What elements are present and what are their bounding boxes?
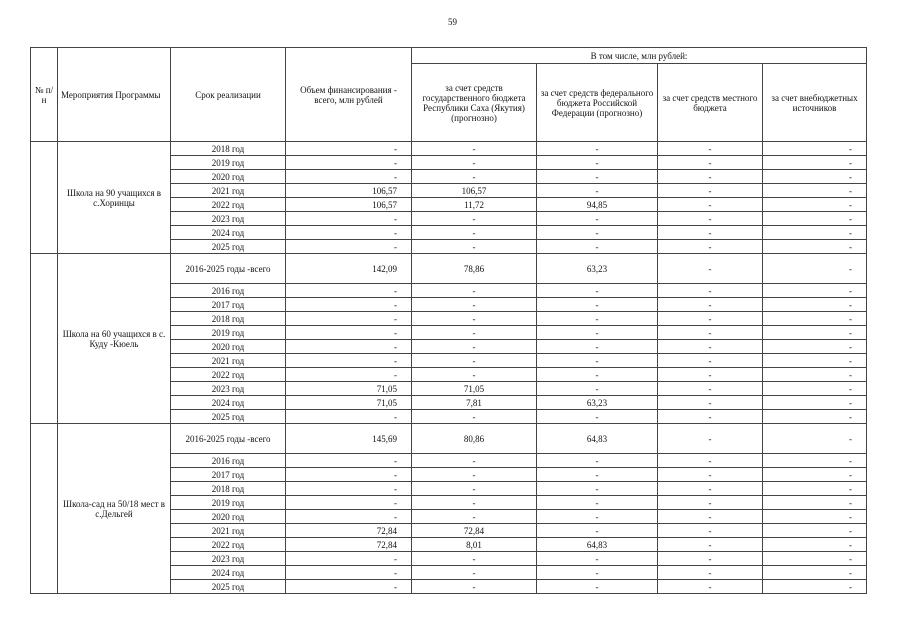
federal-cell: - xyxy=(537,552,658,566)
local-cell: - xyxy=(658,580,763,594)
period-cell: 2018 год xyxy=(171,482,286,496)
total-cell: - xyxy=(286,510,412,524)
total-cell: - xyxy=(286,566,412,580)
republic-cell: - xyxy=(412,226,537,240)
total-cell: 72,84 xyxy=(286,538,412,552)
local-cell: - xyxy=(658,468,763,482)
period-cell: 2021 год xyxy=(171,184,286,198)
republic-cell: - xyxy=(412,298,537,312)
total-cell: - xyxy=(286,142,412,156)
federal-cell: - xyxy=(537,298,658,312)
total-cell: - xyxy=(286,312,412,326)
header-republic: за счет средств государственного бюджета Республики Саха (Якутия) (прогнозно) xyxy=(412,64,537,142)
period-cell: 2023 год xyxy=(171,382,286,396)
extra-cell: - xyxy=(763,340,867,354)
total-cell: - xyxy=(286,482,412,496)
federal-cell: - xyxy=(537,212,658,226)
local-cell: - xyxy=(658,538,763,552)
period-cell: 2016 год xyxy=(171,454,286,468)
extra-cell: - xyxy=(763,454,867,468)
period-cell: 2024 год xyxy=(171,566,286,580)
federal-cell: - xyxy=(537,496,658,510)
period-cell: 2023 год xyxy=(171,212,286,226)
local-cell: - xyxy=(658,368,763,382)
period-cell: 2022 год xyxy=(171,368,286,382)
period-cell: 2017 год xyxy=(171,468,286,482)
total-cell: - xyxy=(286,410,412,424)
period-cell: 2016-2025 годы -всего xyxy=(171,424,286,454)
republic-cell: - xyxy=(412,552,537,566)
period-cell: 2020 год xyxy=(171,170,286,184)
republic-cell: - xyxy=(412,496,537,510)
total-cell: - xyxy=(286,170,412,184)
republic-cell: - xyxy=(412,368,537,382)
federal-cell: - xyxy=(537,524,658,538)
total-cell: - xyxy=(286,240,412,254)
local-cell: - xyxy=(658,240,763,254)
period-cell: 2021 год xyxy=(171,524,286,538)
republic-cell: - xyxy=(412,212,537,226)
total-cell: - xyxy=(286,468,412,482)
total-cell: 142,09 xyxy=(286,254,412,284)
republic-cell: - xyxy=(412,326,537,340)
federal-cell: - xyxy=(537,382,658,396)
header-extra: за счет внебюджетных источников xyxy=(763,64,867,142)
extra-cell: - xyxy=(763,382,867,396)
republic-cell: 72,84 xyxy=(412,524,537,538)
page-number: 59 xyxy=(448,17,457,27)
total-cell: - xyxy=(286,212,412,226)
total-cell: 145,69 xyxy=(286,424,412,454)
republic-cell: - xyxy=(412,510,537,524)
period-cell: 2016-2025 годы -всего xyxy=(171,254,286,284)
table-row xyxy=(31,142,867,156)
extra-cell: - xyxy=(763,410,867,424)
period-cell: 2024 год xyxy=(171,226,286,240)
total-cell: - xyxy=(286,298,412,312)
republic-cell: - xyxy=(412,468,537,482)
local-cell: - xyxy=(658,226,763,240)
extra-cell: - xyxy=(763,170,867,184)
local-cell: - xyxy=(658,354,763,368)
period-cell: 2020 год xyxy=(171,340,286,354)
header-federal: за счет средств федерального бюджета Российской Федерации (прогнозно) xyxy=(537,64,658,142)
period-cell: 2022 год xyxy=(171,538,286,552)
extra-cell: - xyxy=(763,566,867,580)
federal-cell: - xyxy=(537,468,658,482)
republic-cell: - xyxy=(412,354,537,368)
total-cell: - xyxy=(286,454,412,468)
federal-cell: - xyxy=(537,170,658,184)
row-number-cell xyxy=(31,142,58,254)
total-cell: 71,05 xyxy=(286,396,412,410)
extra-cell: - xyxy=(763,396,867,410)
local-cell: - xyxy=(658,510,763,524)
local-cell: - xyxy=(658,156,763,170)
period-cell: 2019 год xyxy=(171,496,286,510)
republic-cell: 106,57 xyxy=(412,184,537,198)
federal-cell: - xyxy=(537,354,658,368)
local-cell: - xyxy=(658,142,763,156)
event-name: Школа на 90 учащихся в с.Хоринцы xyxy=(58,142,171,254)
header-number: № п/н xyxy=(31,48,58,142)
local-cell: - xyxy=(658,552,763,566)
republic-cell: - xyxy=(412,142,537,156)
row-number-cell xyxy=(31,424,58,594)
table-row-total xyxy=(31,424,867,454)
header-local: за счет средств местного бюджета xyxy=(658,64,763,142)
local-cell: - xyxy=(658,212,763,226)
extra-cell: - xyxy=(763,212,867,226)
federal-cell: - xyxy=(537,410,658,424)
federal-cell: - xyxy=(537,156,658,170)
republic-cell: - xyxy=(412,170,537,184)
header-group: В том числе, млн рублей: xyxy=(412,48,867,64)
period-cell: 2021 год xyxy=(171,354,286,368)
republic-cell: - xyxy=(412,240,537,254)
federal-cell: - xyxy=(537,482,658,496)
local-cell: - xyxy=(658,454,763,468)
extra-cell: - xyxy=(763,510,867,524)
local-cell: - xyxy=(658,424,763,454)
local-cell: - xyxy=(658,524,763,538)
federal-cell: 64,83 xyxy=(537,538,658,552)
total-cell: - xyxy=(286,552,412,566)
extra-cell: - xyxy=(763,298,867,312)
table-body xyxy=(31,142,867,594)
local-cell: - xyxy=(658,410,763,424)
federal-cell: - xyxy=(537,368,658,382)
local-cell: - xyxy=(658,312,763,326)
extra-cell: - xyxy=(763,254,867,284)
extra-cell: - xyxy=(763,580,867,594)
federal-cell: 94,85 xyxy=(537,198,658,212)
federal-cell: 63,23 xyxy=(537,254,658,284)
extra-cell: - xyxy=(763,284,867,298)
extra-cell: - xyxy=(763,538,867,552)
extra-cell: - xyxy=(763,240,867,254)
period-cell: 2019 год xyxy=(171,326,286,340)
local-cell: - xyxy=(658,170,763,184)
extra-cell: - xyxy=(763,226,867,240)
republic-cell: 11,72 xyxy=(412,198,537,212)
extra-cell: - xyxy=(763,142,867,156)
republic-cell: - xyxy=(412,312,537,326)
local-cell: - xyxy=(658,482,763,496)
period-cell: 2025 год xyxy=(171,580,286,594)
total-cell: - xyxy=(286,354,412,368)
row-number-cell xyxy=(31,254,58,424)
federal-cell: - xyxy=(537,142,658,156)
republic-cell: - xyxy=(412,454,537,468)
total-cell: - xyxy=(286,326,412,340)
local-cell: - xyxy=(658,496,763,510)
extra-cell: - xyxy=(763,468,867,482)
period-cell: 2018 год xyxy=(171,142,286,156)
extra-cell: - xyxy=(763,156,867,170)
republic-cell: - xyxy=(412,156,537,170)
local-cell: - xyxy=(658,396,763,410)
period-cell: 2022 год xyxy=(171,198,286,212)
financing-table xyxy=(30,47,867,594)
federal-cell: - xyxy=(537,510,658,524)
federal-cell: - xyxy=(537,454,658,468)
federal-cell: - xyxy=(537,326,658,340)
extra-cell: - xyxy=(763,312,867,326)
extra-cell: - xyxy=(763,496,867,510)
republic-cell: - xyxy=(412,566,537,580)
header-total: Объем финансирования - всего, млн рублей xyxy=(286,48,412,142)
header-event: Мероприятия Программы xyxy=(58,48,171,142)
extra-cell: - xyxy=(763,552,867,566)
total-cell: - xyxy=(286,156,412,170)
local-cell: - xyxy=(658,298,763,312)
republic-cell: - xyxy=(412,482,537,496)
total-cell: - xyxy=(286,496,412,510)
federal-cell: - xyxy=(537,340,658,354)
republic-cell: 8,01 xyxy=(412,538,537,552)
republic-cell: - xyxy=(412,340,537,354)
local-cell: - xyxy=(658,566,763,580)
total-cell: 71,05 xyxy=(286,382,412,396)
local-cell: - xyxy=(658,198,763,212)
period-cell: 2025 год xyxy=(171,240,286,254)
extra-cell: - xyxy=(763,326,867,340)
republic-cell: 7,81 xyxy=(412,396,537,410)
local-cell: - xyxy=(658,284,763,298)
federal-cell: - xyxy=(537,240,658,254)
period-cell: 2025 год xyxy=(171,410,286,424)
total-cell: - xyxy=(286,340,412,354)
total-cell: 72,84 xyxy=(286,524,412,538)
total-cell: - xyxy=(286,368,412,382)
total-cell: - xyxy=(286,580,412,594)
period-cell: 2017 год xyxy=(171,298,286,312)
federal-cell: - xyxy=(537,580,658,594)
extra-cell: - xyxy=(763,368,867,382)
total-cell: 106,57 xyxy=(286,184,412,198)
local-cell: - xyxy=(658,254,763,284)
extra-cell: - xyxy=(763,198,867,212)
republic-cell: 78,86 xyxy=(412,254,537,284)
total-cell: - xyxy=(286,226,412,240)
extra-cell: - xyxy=(763,524,867,538)
extra-cell: - xyxy=(763,354,867,368)
federal-cell: 64,83 xyxy=(537,424,658,454)
local-cell: - xyxy=(658,326,763,340)
header-period: Срок реализации xyxy=(171,48,286,142)
period-cell: 2024 год xyxy=(171,396,286,410)
republic-cell: - xyxy=(412,580,537,594)
total-cell: - xyxy=(286,284,412,298)
extra-cell: - xyxy=(763,482,867,496)
federal-cell: - xyxy=(537,284,658,298)
federal-cell: - xyxy=(537,184,658,198)
federal-cell: - xyxy=(537,566,658,580)
federal-cell: - xyxy=(537,226,658,240)
local-cell: - xyxy=(658,340,763,354)
local-cell: - xyxy=(658,184,763,198)
federal-cell: 63,23 xyxy=(537,396,658,410)
table-row-total xyxy=(31,254,867,284)
federal-cell: - xyxy=(537,312,658,326)
total-cell: 106,57 xyxy=(286,198,412,212)
period-cell: 2023 год xyxy=(171,552,286,566)
republic-cell: - xyxy=(412,284,537,298)
period-cell: 2020 год xyxy=(171,510,286,524)
event-name: Школа-сад на 50/18 мест в с.Дельгей xyxy=(58,424,171,594)
republic-cell: 80,86 xyxy=(412,424,537,454)
period-cell: 2018 год xyxy=(171,312,286,326)
republic-cell: - xyxy=(412,410,537,424)
republic-cell: 71,05 xyxy=(412,382,537,396)
extra-cell: - xyxy=(763,184,867,198)
extra-cell: - xyxy=(763,424,867,454)
period-cell: 2019 год xyxy=(171,156,286,170)
period-cell: 2016 год xyxy=(171,284,286,298)
event-name: Школа на 60 учащихся в с. Куду -Кюель xyxy=(58,254,171,424)
local-cell: - xyxy=(658,382,763,396)
